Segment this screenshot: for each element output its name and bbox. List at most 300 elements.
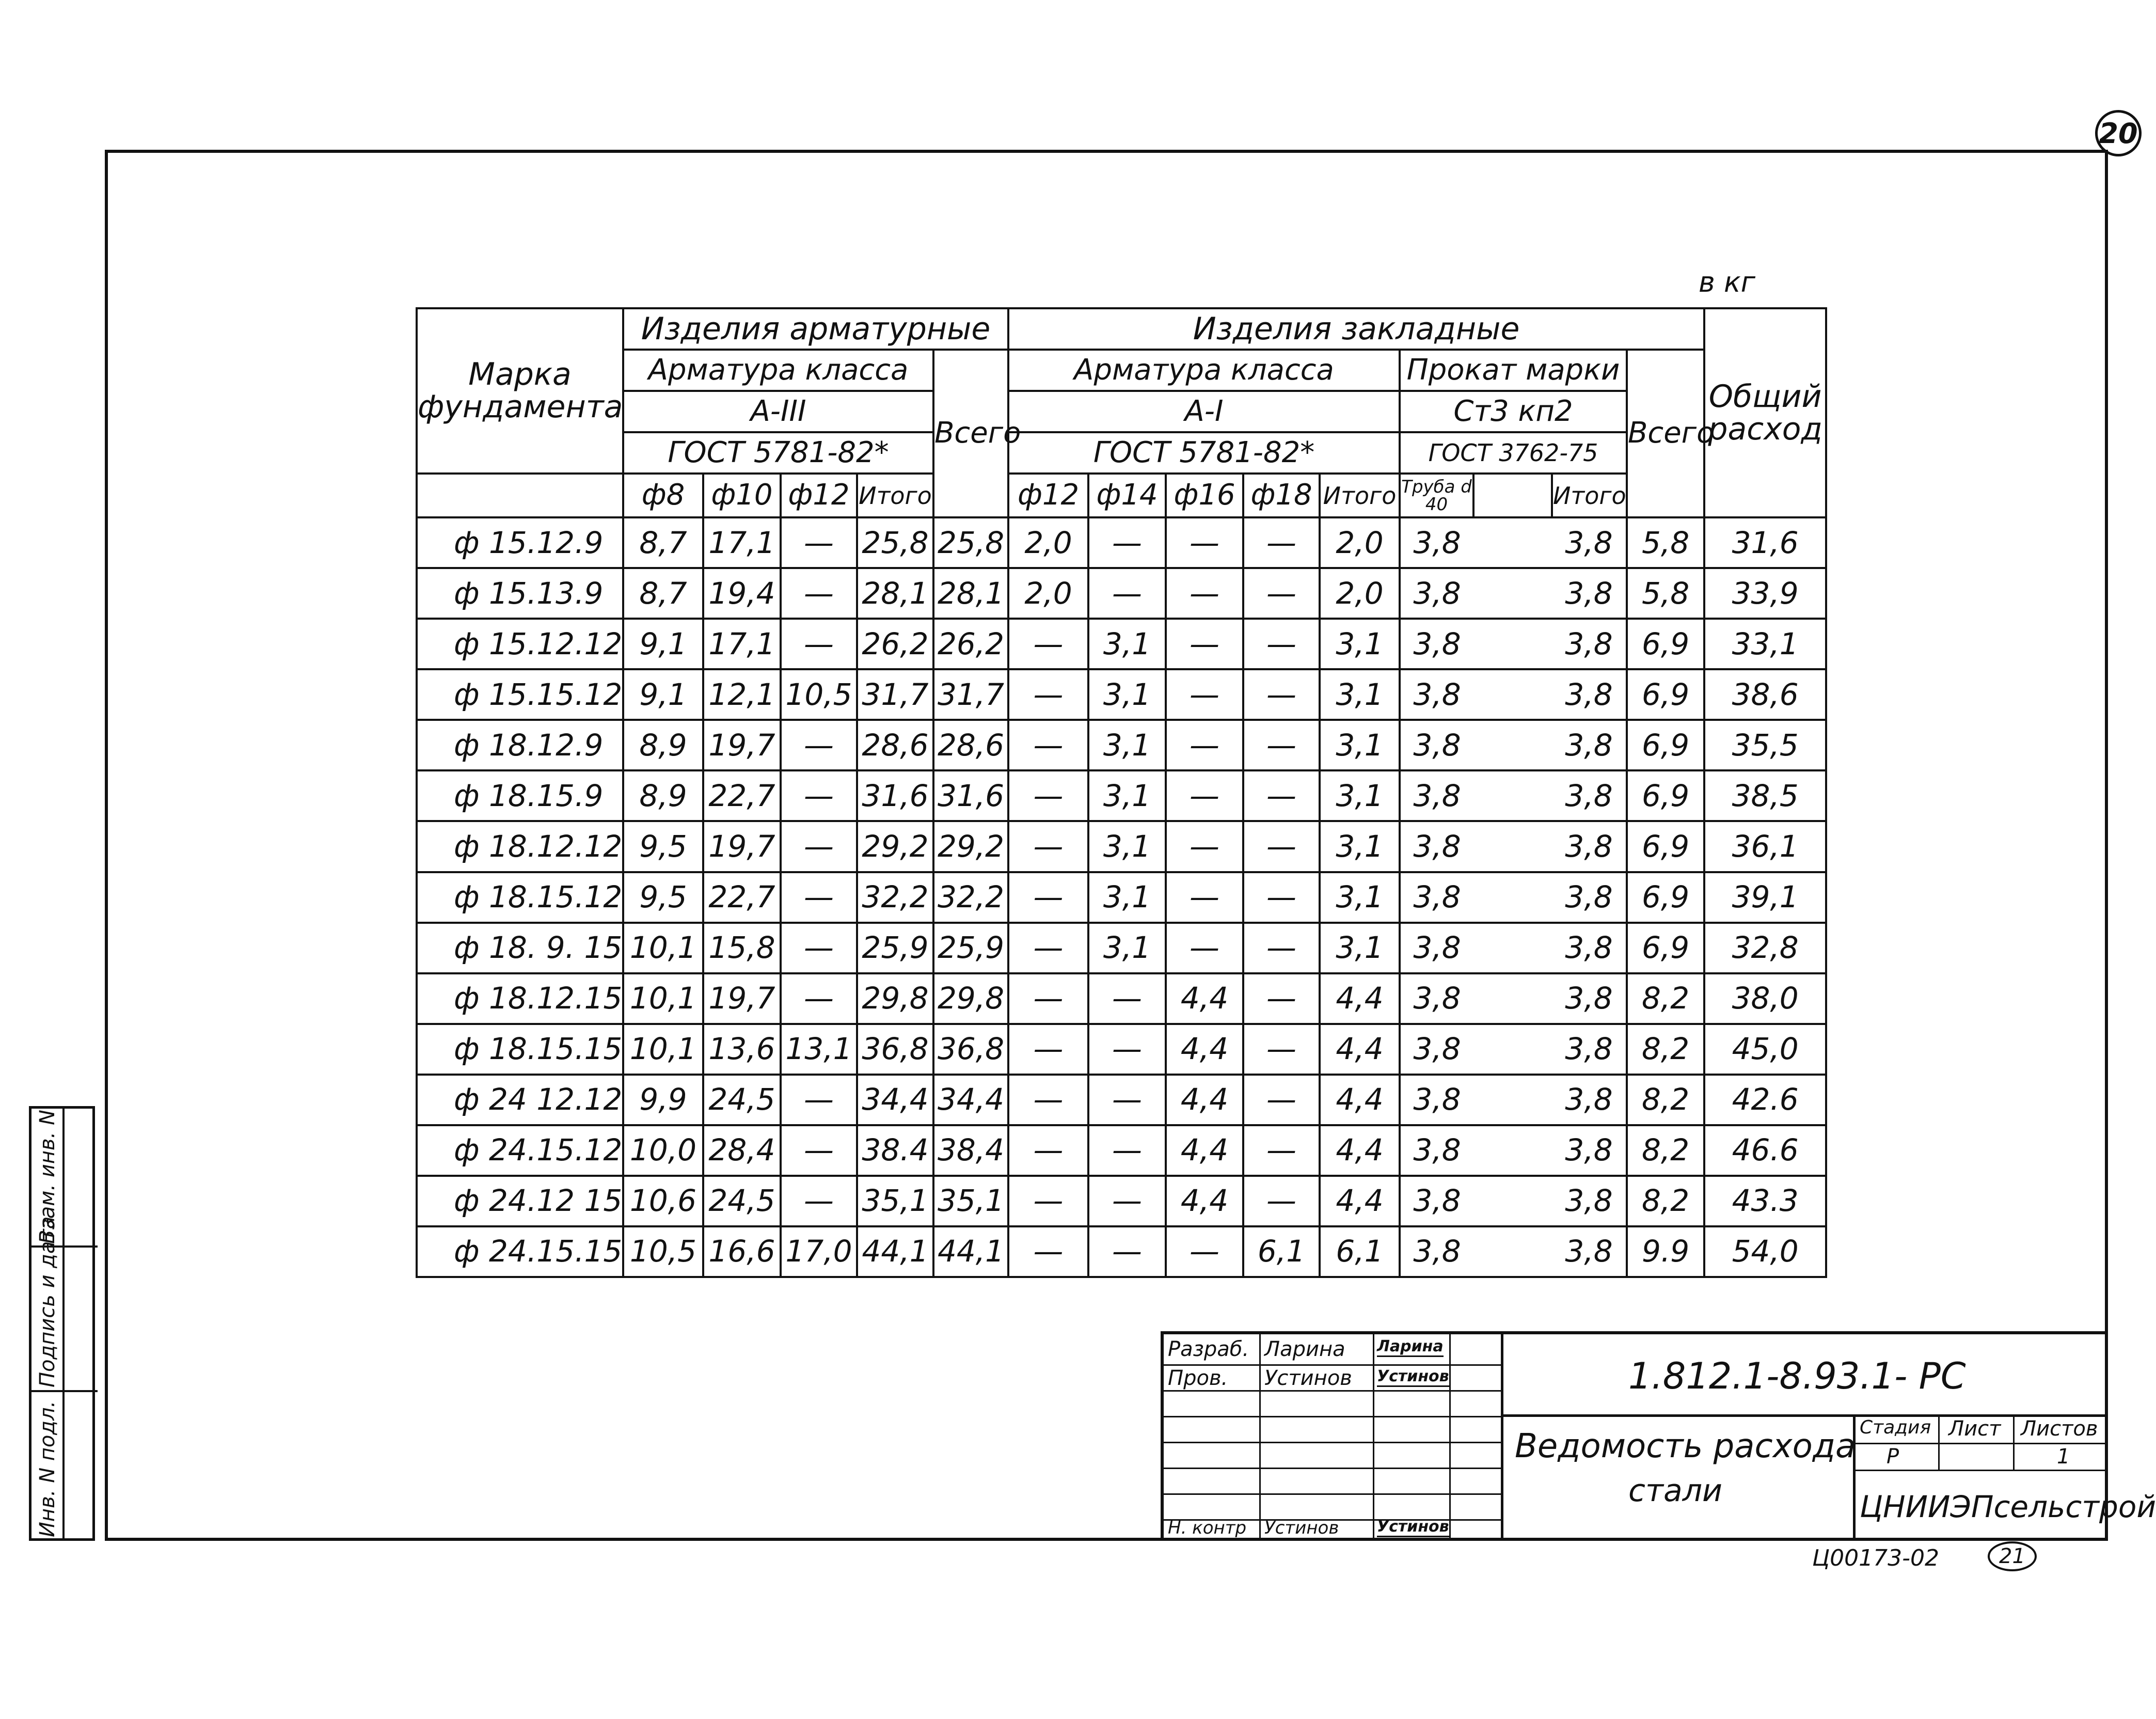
title-block bbox=[1161, 1331, 2156, 1541]
value-cell: 31,6 bbox=[933, 770, 1008, 821]
value-cell: 19,7 bbox=[703, 821, 781, 872]
foundation-mark-cell: ф 18.15.15 bbox=[417, 1024, 623, 1075]
value-cell: 28,6 bbox=[933, 720, 1008, 770]
value-cell: 3,8 bbox=[1400, 872, 1473, 923]
value-cell: 8,9 bbox=[623, 770, 703, 821]
value-cell: 33,1 bbox=[1704, 619, 1826, 669]
value-cell: 10,5 bbox=[623, 1226, 703, 1277]
foundation-mark-cell: ф 18.12.12 bbox=[417, 821, 623, 872]
value-cell: 9,5 bbox=[623, 821, 703, 872]
table-row bbox=[417, 619, 1826, 669]
value-cell: 32,8 bbox=[1704, 923, 1826, 973]
value-cell: 29,2 bbox=[857, 821, 933, 872]
value-cell: 3,8 bbox=[1552, 669, 1627, 720]
value-cell: 3,8 bbox=[1552, 1075, 1627, 1125]
value-cell: — bbox=[1166, 1226, 1243, 1277]
value-cell: — bbox=[781, 619, 857, 669]
value-cell: 8,2 bbox=[1627, 1024, 1704, 1075]
value-cell: 3,1 bbox=[1088, 821, 1166, 872]
value-cell: 2,0 bbox=[1320, 517, 1400, 568]
sub-pipe-blank bbox=[1473, 474, 1552, 517]
value-cell: 31,7 bbox=[857, 669, 933, 720]
header-gost3: ГОСТ 3762-75 bbox=[1400, 432, 1627, 474]
foundation-mark-cell: ф 24 12.12 bbox=[417, 1075, 623, 1125]
value-cell: 24,5 bbox=[703, 1075, 781, 1125]
value-cell: — bbox=[1008, 1226, 1088, 1277]
value-cell: — bbox=[1243, 517, 1320, 568]
value-cell: 35,5 bbox=[1704, 720, 1826, 770]
header-total2: Всего bbox=[1627, 350, 1704, 517]
header-reinf-items: Изделия арматурные bbox=[623, 308, 1008, 350]
value-cell: 3,1 bbox=[1088, 720, 1166, 770]
header-total: Всего bbox=[933, 350, 1008, 517]
value-cell: 4,4 bbox=[1166, 973, 1243, 1024]
table-row bbox=[417, 517, 1826, 568]
tb-nkontr-role: Н. контр bbox=[1168, 1518, 1247, 1538]
value-cell: 2,0 bbox=[1008, 568, 1088, 619]
value-cell: 3,8 bbox=[1400, 1024, 1473, 1075]
steel-consumption-table bbox=[416, 307, 1827, 1278]
value-cell: 29,8 bbox=[933, 973, 1008, 1024]
value-cell: 6,1 bbox=[1320, 1226, 1400, 1277]
tb-vline-a bbox=[1259, 1334, 1261, 1538]
value-cell: 28,1 bbox=[933, 568, 1008, 619]
value-cell: 4,4 bbox=[1166, 1075, 1243, 1125]
value-cell: — bbox=[1088, 973, 1166, 1024]
header-row-4 bbox=[417, 432, 1826, 474]
value-cell: 3,8 bbox=[1552, 923, 1627, 973]
value-cell: 10,6 bbox=[623, 1176, 703, 1226]
foundation-mark-cell: ф 18. 9. 15 bbox=[417, 923, 623, 973]
tb-vline-stage2 bbox=[2013, 1414, 2015, 1471]
value-cell: 3,8 bbox=[1552, 568, 1627, 619]
tb-stage-label: Стадия bbox=[1860, 1417, 1931, 1438]
value-cell: — bbox=[781, 568, 857, 619]
value-cell: 13,6 bbox=[703, 1024, 781, 1075]
value-cell: — bbox=[781, 720, 857, 770]
value-cell: — bbox=[1088, 1024, 1166, 1075]
value-cell: 3,8 bbox=[1400, 1075, 1473, 1125]
value-cell: 8,2 bbox=[1627, 1075, 1704, 1125]
value-cell: 8,2 bbox=[1627, 973, 1704, 1024]
side-inv-orig: Инв. N подл. bbox=[36, 1400, 59, 1537]
value-cell: 3,8 bbox=[1552, 973, 1627, 1024]
value-cell: 3,1 bbox=[1320, 619, 1400, 669]
value-cell bbox=[1473, 770, 1552, 821]
value-cell: 3,1 bbox=[1320, 821, 1400, 872]
tb-hline-code bbox=[1503, 1414, 2108, 1417]
value-cell: — bbox=[1243, 1176, 1320, 1226]
table-row bbox=[417, 923, 1826, 973]
value-cell: 22,7 bbox=[703, 770, 781, 821]
value-cell: 9,5 bbox=[623, 872, 703, 923]
value-cell: 34,4 bbox=[933, 1075, 1008, 1125]
value-cell: 22,7 bbox=[703, 872, 781, 923]
value-cell: — bbox=[1166, 720, 1243, 770]
value-cell: 38.4 bbox=[857, 1125, 933, 1176]
tb-chk-sign: Устинов bbox=[1377, 1367, 1449, 1387]
value-cell bbox=[1473, 1075, 1552, 1125]
tb-dev-name: Ларина bbox=[1264, 1337, 1345, 1361]
value-cell: 33,9 bbox=[1704, 568, 1826, 619]
sub2-d18: ф18 bbox=[1243, 474, 1320, 517]
header-embed-class: Арматура класса bbox=[1008, 350, 1400, 391]
value-cell: 10,1 bbox=[623, 973, 703, 1024]
value-cell: 8,7 bbox=[623, 517, 703, 568]
sub1-d12: ф12 bbox=[781, 474, 857, 517]
value-cell: 9.9 bbox=[1627, 1226, 1704, 1277]
value-cell: 3,8 bbox=[1400, 619, 1473, 669]
value-cell: 29,8 bbox=[857, 973, 933, 1024]
value-cell: 10,0 bbox=[623, 1125, 703, 1176]
value-cell: 46.6 bbox=[1704, 1125, 1826, 1176]
header-reinf-class: Арматура класса bbox=[623, 350, 933, 391]
value-cell: 34,4 bbox=[857, 1075, 933, 1125]
header-row-5 bbox=[417, 474, 1826, 517]
value-cell: 39,1 bbox=[1704, 872, 1826, 923]
value-cell: — bbox=[1008, 669, 1088, 720]
table-row bbox=[417, 973, 1826, 1024]
foundation-mark-cell: ф 24.12 15 bbox=[417, 1176, 623, 1226]
table-row bbox=[417, 1176, 1826, 1226]
table-row bbox=[417, 1125, 1826, 1176]
value-cell: 43.3 bbox=[1704, 1176, 1826, 1226]
table-body bbox=[417, 517, 1826, 1277]
value-cell: 3,8 bbox=[1552, 821, 1627, 872]
value-cell: 8,2 bbox=[1627, 1176, 1704, 1226]
value-cell: — bbox=[1088, 568, 1166, 619]
tb-vline-b bbox=[1373, 1334, 1374, 1538]
value-cell bbox=[1473, 923, 1552, 973]
value-cell: 38,4 bbox=[933, 1125, 1008, 1176]
value-cell: 3,1 bbox=[1320, 923, 1400, 973]
value-cell: 25,8 bbox=[933, 517, 1008, 568]
value-cell: 26,2 bbox=[933, 619, 1008, 669]
foundation-mark-cell: ф 18.15.12 bbox=[417, 872, 623, 923]
value-cell: — bbox=[781, 770, 857, 821]
tb-vline-main bbox=[1501, 1334, 1503, 1538]
foundation-mark-cell: ф 15.15.12 bbox=[417, 669, 623, 720]
value-cell: 3,1 bbox=[1320, 872, 1400, 923]
value-cell: 13,1 bbox=[781, 1024, 857, 1075]
table-row bbox=[417, 1226, 1826, 1277]
value-cell: 35,1 bbox=[857, 1176, 933, 1226]
value-cell: 6,9 bbox=[1627, 770, 1704, 821]
value-cell: 12,1 bbox=[703, 669, 781, 720]
value-cell: 3,8 bbox=[1400, 923, 1473, 973]
value-cell bbox=[1473, 619, 1552, 669]
tb-title-line2: стали bbox=[1628, 1473, 1723, 1509]
value-cell: — bbox=[1243, 973, 1320, 1024]
tb-dev-role: Разраб. bbox=[1168, 1337, 1249, 1361]
value-cell: — bbox=[1166, 872, 1243, 923]
value-cell: — bbox=[1243, 720, 1320, 770]
value-cell: 3,8 bbox=[1400, 517, 1473, 568]
value-cell: 3,8 bbox=[1552, 872, 1627, 923]
tb-doc-code: 1.812.1-8.93.1- РС bbox=[1628, 1355, 1966, 1397]
value-cell: 36,8 bbox=[857, 1024, 933, 1075]
header-mark: Марка фундамента bbox=[417, 308, 623, 474]
value-cell: 28,6 bbox=[857, 720, 933, 770]
foundation-mark-cell: ф 18.12.15 bbox=[417, 973, 623, 1024]
value-cell bbox=[1473, 1226, 1552, 1277]
sub2-d16: ф16 bbox=[1166, 474, 1243, 517]
value-cell: — bbox=[1243, 1125, 1320, 1176]
value-cell: — bbox=[1243, 923, 1320, 973]
foundation-mark-cell: ф 15.12.12 bbox=[417, 619, 623, 669]
value-cell: 3,8 bbox=[1552, 619, 1627, 669]
foundation-mark-cell: ф 24.15.15 bbox=[417, 1226, 623, 1277]
value-cell: — bbox=[1166, 619, 1243, 669]
table-row bbox=[417, 669, 1826, 720]
value-cell: 19,4 bbox=[703, 568, 781, 619]
tb-title-line1: Ведомость расхода bbox=[1515, 1427, 1856, 1465]
sub1-itogo: Итого bbox=[857, 474, 933, 517]
value-cell bbox=[1473, 669, 1552, 720]
unit-note: в кг bbox=[1699, 266, 1755, 298]
sub1-d8: ф8 bbox=[623, 474, 703, 517]
value-cell: 36,1 bbox=[1704, 821, 1826, 872]
value-cell: 38,5 bbox=[1704, 770, 1826, 821]
header-steel: Ст3 кп2 bbox=[1400, 391, 1627, 432]
value-cell: 4,4 bbox=[1166, 1125, 1243, 1176]
value-cell: — bbox=[1088, 517, 1166, 568]
value-cell: 2,0 bbox=[1008, 517, 1088, 568]
tb-dev-sign: Ларина bbox=[1377, 1337, 1444, 1357]
archive-page: 21 bbox=[1988, 1541, 2037, 1571]
value-cell: — bbox=[1088, 1125, 1166, 1176]
value-cell: — bbox=[781, 923, 857, 973]
value-cell: 28,4 bbox=[703, 1125, 781, 1176]
value-cell: 3,1 bbox=[1320, 770, 1400, 821]
header-embed-items: Изделия закладные bbox=[1008, 308, 1704, 350]
sub-pipe: Труба d 40 bbox=[1400, 474, 1473, 517]
value-cell: — bbox=[1008, 872, 1088, 923]
value-cell: 38,0 bbox=[1704, 973, 1826, 1024]
value-cell: — bbox=[1008, 973, 1088, 1024]
value-cell: 3,1 bbox=[1088, 872, 1166, 923]
table-row bbox=[417, 821, 1826, 872]
value-cell: — bbox=[1008, 720, 1088, 770]
value-cell: 6,9 bbox=[1627, 872, 1704, 923]
tb-hline-stage2 bbox=[1856, 1470, 2108, 1471]
value-cell: 3,8 bbox=[1552, 770, 1627, 821]
foundation-mark-cell: ф 24.15.12 bbox=[417, 1125, 623, 1176]
value-cell: 25,9 bbox=[857, 923, 933, 973]
value-cell bbox=[1473, 1125, 1552, 1176]
value-cell: — bbox=[1008, 1075, 1088, 1125]
value-cell: 10,1 bbox=[623, 1024, 703, 1075]
value-cell: — bbox=[781, 1176, 857, 1226]
value-cell: 45,0 bbox=[1704, 1024, 1826, 1075]
header-a3: А-III bbox=[623, 391, 933, 432]
value-cell: — bbox=[1088, 1075, 1166, 1125]
value-cell: 3,8 bbox=[1552, 720, 1627, 770]
tb-hline-stage bbox=[1856, 1443, 2108, 1444]
value-cell: 25,8 bbox=[857, 517, 933, 568]
value-cell: — bbox=[781, 1125, 857, 1176]
table-row bbox=[417, 770, 1826, 821]
value-cell: — bbox=[781, 1075, 857, 1125]
value-cell: 3,8 bbox=[1400, 1226, 1473, 1277]
foundation-mark-cell: ф 18.15.9 bbox=[417, 770, 623, 821]
value-cell: — bbox=[1243, 770, 1320, 821]
value-cell: 9,1 bbox=[623, 619, 703, 669]
value-cell: 3,8 bbox=[1400, 669, 1473, 720]
table-row bbox=[417, 872, 1826, 923]
value-cell: — bbox=[1088, 1226, 1166, 1277]
value-cell: 31,6 bbox=[857, 770, 933, 821]
value-cell: — bbox=[1166, 821, 1243, 872]
tb-vline-c bbox=[1449, 1334, 1451, 1538]
value-cell: 6,1 bbox=[1243, 1226, 1320, 1277]
value-cell: 3,8 bbox=[1400, 1125, 1473, 1176]
value-cell: 3,8 bbox=[1552, 1125, 1627, 1176]
value-cell: 8,2 bbox=[1627, 1125, 1704, 1176]
value-cell: — bbox=[1166, 923, 1243, 973]
value-cell: 32,2 bbox=[933, 872, 1008, 923]
value-cell: 9,1 bbox=[623, 669, 703, 720]
value-cell: — bbox=[1243, 568, 1320, 619]
value-cell: 5,8 bbox=[1627, 568, 1704, 619]
value-cell: — bbox=[1088, 1176, 1166, 1226]
header-row-3 bbox=[417, 391, 1826, 432]
tb-sheets-label: Листов bbox=[2021, 1417, 2098, 1441]
value-cell: — bbox=[1008, 619, 1088, 669]
value-cell: 29,2 bbox=[933, 821, 1008, 872]
side-stamp bbox=[29, 1106, 95, 1541]
value-cell: 6,9 bbox=[1627, 720, 1704, 770]
value-cell: 44,1 bbox=[933, 1226, 1008, 1277]
value-cell: — bbox=[1243, 1075, 1320, 1125]
value-cell: 31,7 bbox=[933, 669, 1008, 720]
value-cell: 6,9 bbox=[1627, 821, 1704, 872]
value-cell: 31,6 bbox=[1704, 517, 1826, 568]
value-cell: 4,4 bbox=[1320, 1075, 1400, 1125]
value-cell: 16,6 bbox=[703, 1226, 781, 1277]
value-cell: 15,8 bbox=[703, 923, 781, 973]
value-cell: 3,8 bbox=[1400, 1176, 1473, 1226]
value-cell bbox=[1473, 821, 1552, 872]
sub2-d12: ф12 bbox=[1008, 474, 1088, 517]
tb-sheets-value: 1 bbox=[2057, 1445, 2070, 1469]
value-cell bbox=[1473, 568, 1552, 619]
value-cell: 4,4 bbox=[1166, 1176, 1243, 1226]
value-cell: 6,9 bbox=[1627, 669, 1704, 720]
tb-chk-name: Устинов bbox=[1264, 1366, 1352, 1390]
value-cell: 6,9 bbox=[1627, 923, 1704, 973]
table-row bbox=[417, 720, 1826, 770]
value-cell: — bbox=[781, 973, 857, 1024]
value-cell: 17,1 bbox=[703, 619, 781, 669]
archive-code: Ц00173-02 bbox=[1812, 1545, 1939, 1571]
header-row-2 bbox=[417, 350, 1826, 391]
foundation-mark-cell: ф 18.12.9 bbox=[417, 720, 623, 770]
sub2-itogo: Итого bbox=[1320, 474, 1400, 517]
value-cell: 17,0 bbox=[781, 1226, 857, 1277]
value-cell: — bbox=[1166, 517, 1243, 568]
value-cell: 3,8 bbox=[1552, 1226, 1627, 1277]
table-row bbox=[417, 1075, 1826, 1125]
value-cell: 10,5 bbox=[781, 669, 857, 720]
page-number: 20 bbox=[2095, 110, 2142, 156]
value-cell: — bbox=[1008, 1024, 1088, 1075]
value-cell: 3,8 bbox=[1400, 770, 1473, 821]
value-cell: 2,0 bbox=[1320, 568, 1400, 619]
value-cell: — bbox=[1008, 821, 1088, 872]
value-cell: 19,7 bbox=[703, 973, 781, 1024]
sub2-d14: ф14 bbox=[1088, 474, 1166, 517]
value-cell: 3,1 bbox=[1088, 619, 1166, 669]
value-cell: 38,6 bbox=[1704, 669, 1826, 720]
value-cell: 42.6 bbox=[1704, 1075, 1826, 1125]
value-cell: 54,0 bbox=[1704, 1226, 1826, 1277]
tb-nkontr-sign: Устинов bbox=[1377, 1518, 1449, 1537]
value-cell: 3,8 bbox=[1552, 517, 1627, 568]
value-cell: — bbox=[1243, 872, 1320, 923]
tb-chk-role: Пров. bbox=[1168, 1366, 1228, 1390]
foundation-mark-cell: ф 15.12.9 bbox=[417, 517, 623, 568]
foundation-mark-cell: ф 15.13.9 bbox=[417, 568, 623, 619]
value-cell: — bbox=[1008, 923, 1088, 973]
tb-stage-value: Р bbox=[1886, 1445, 1899, 1469]
header-row-1 bbox=[417, 308, 1826, 350]
value-cell: 4,4 bbox=[1320, 1024, 1400, 1075]
value-cell: 3,8 bbox=[1400, 720, 1473, 770]
sub1-d10: ф10 bbox=[703, 474, 781, 517]
value-cell: 3,8 bbox=[1400, 821, 1473, 872]
header-gost2: ГОСТ 5781-82* bbox=[1008, 432, 1400, 474]
value-cell: 44,1 bbox=[857, 1226, 933, 1277]
value-cell: 25,9 bbox=[933, 923, 1008, 973]
header-rolled: Прокат марки bbox=[1400, 350, 1627, 391]
value-cell: — bbox=[781, 517, 857, 568]
value-cell: — bbox=[1243, 821, 1320, 872]
value-cell: 6,9 bbox=[1627, 619, 1704, 669]
value-cell: — bbox=[1008, 1125, 1088, 1176]
value-cell: 35,1 bbox=[933, 1176, 1008, 1226]
value-cell: — bbox=[1243, 669, 1320, 720]
value-cell bbox=[1473, 720, 1552, 770]
tb-sheet-label: Лист bbox=[1948, 1417, 2001, 1441]
tb-org: ЦНИИЭПсельстрой bbox=[1860, 1489, 2156, 1524]
value-cell: 3,1 bbox=[1320, 669, 1400, 720]
value-cell: — bbox=[1243, 619, 1320, 669]
value-cell: 4,4 bbox=[1320, 1125, 1400, 1176]
value-cell: — bbox=[781, 821, 857, 872]
tb-nkontr-name: Устинов bbox=[1264, 1518, 1339, 1538]
value-cell bbox=[1473, 973, 1552, 1024]
value-cell: 3,8 bbox=[1552, 1024, 1627, 1075]
value-cell: 10,1 bbox=[623, 923, 703, 973]
side-stamp-line-2 bbox=[31, 1390, 98, 1392]
value-cell: 3,1 bbox=[1320, 720, 1400, 770]
value-cell: 36,8 bbox=[933, 1024, 1008, 1075]
value-cell bbox=[1473, 1024, 1552, 1075]
value-cell: 32,2 bbox=[857, 872, 933, 923]
sub-rolled-total: Итого bbox=[1552, 474, 1627, 517]
value-cell: 3,1 bbox=[1088, 770, 1166, 821]
value-cell: 5,8 bbox=[1627, 517, 1704, 568]
value-cell: 4,4 bbox=[1320, 1176, 1400, 1226]
value-cell: 4,4 bbox=[1166, 1024, 1243, 1075]
value-cell: 3,1 bbox=[1088, 923, 1166, 973]
value-cell: 4,4 bbox=[1320, 973, 1400, 1024]
value-cell bbox=[1473, 517, 1552, 568]
value-cell: — bbox=[1166, 770, 1243, 821]
value-cell: 8,9 bbox=[623, 720, 703, 770]
value-cell: 3,1 bbox=[1088, 669, 1166, 720]
